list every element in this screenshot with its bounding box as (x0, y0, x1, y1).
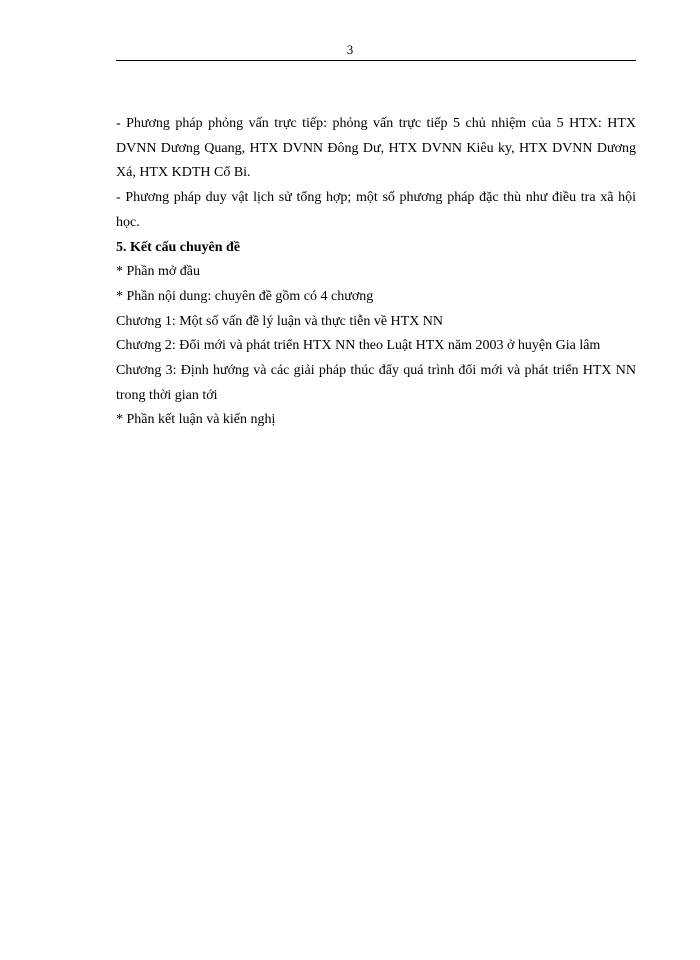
list-item-conclusion: * Phần kết luận và kiến nghị (116, 412, 276, 428)
chapter-3-line: Chương 3: Định hướng và các giải pháp thúc đẩy quá trình đổi mới và phát triển HTX NN trong thời gian tới (116, 363, 636, 403)
chapter-2-line: Chương 2: Đổi mới và phát triển HTX NN theo Luật HTX năm 2003 ở huyện Gia lâm (116, 338, 601, 354)
chapter-1-line: Chương 1: Một số vấn đề lý luận và thực tiễn về HTX NN (116, 313, 444, 329)
document-body (116, 112, 636, 433)
paragraph-interview-method: - Phương pháp phỏng vấn trực tiếp: phỏng vấn trực tiếp 5 chủ nhiệm của 5 HTX: HTX DVNN Dương Quang, HTX DVNN Đông Dư, HTX DVNN Kiêu ky, HTX DVNN Dương Xá, HTX KDTH Cổ Bi. (116, 116, 636, 181)
section-heading-structure: 5. Kết cấu chuyên đề (116, 239, 241, 255)
page-number: 3 (346, 42, 354, 57)
list-item-introduction: * Phần mở đầu (116, 264, 201, 280)
header-rule (116, 60, 636, 61)
paragraph-materialism-method: - Phương pháp duy vật lịch sử tổng hợp; một số phương pháp đặc thù như điều tra xã hội học. (116, 190, 636, 230)
list-item-body-content: * Phần nội dung: chuyên đề gồm có 4 chương (116, 288, 374, 304)
